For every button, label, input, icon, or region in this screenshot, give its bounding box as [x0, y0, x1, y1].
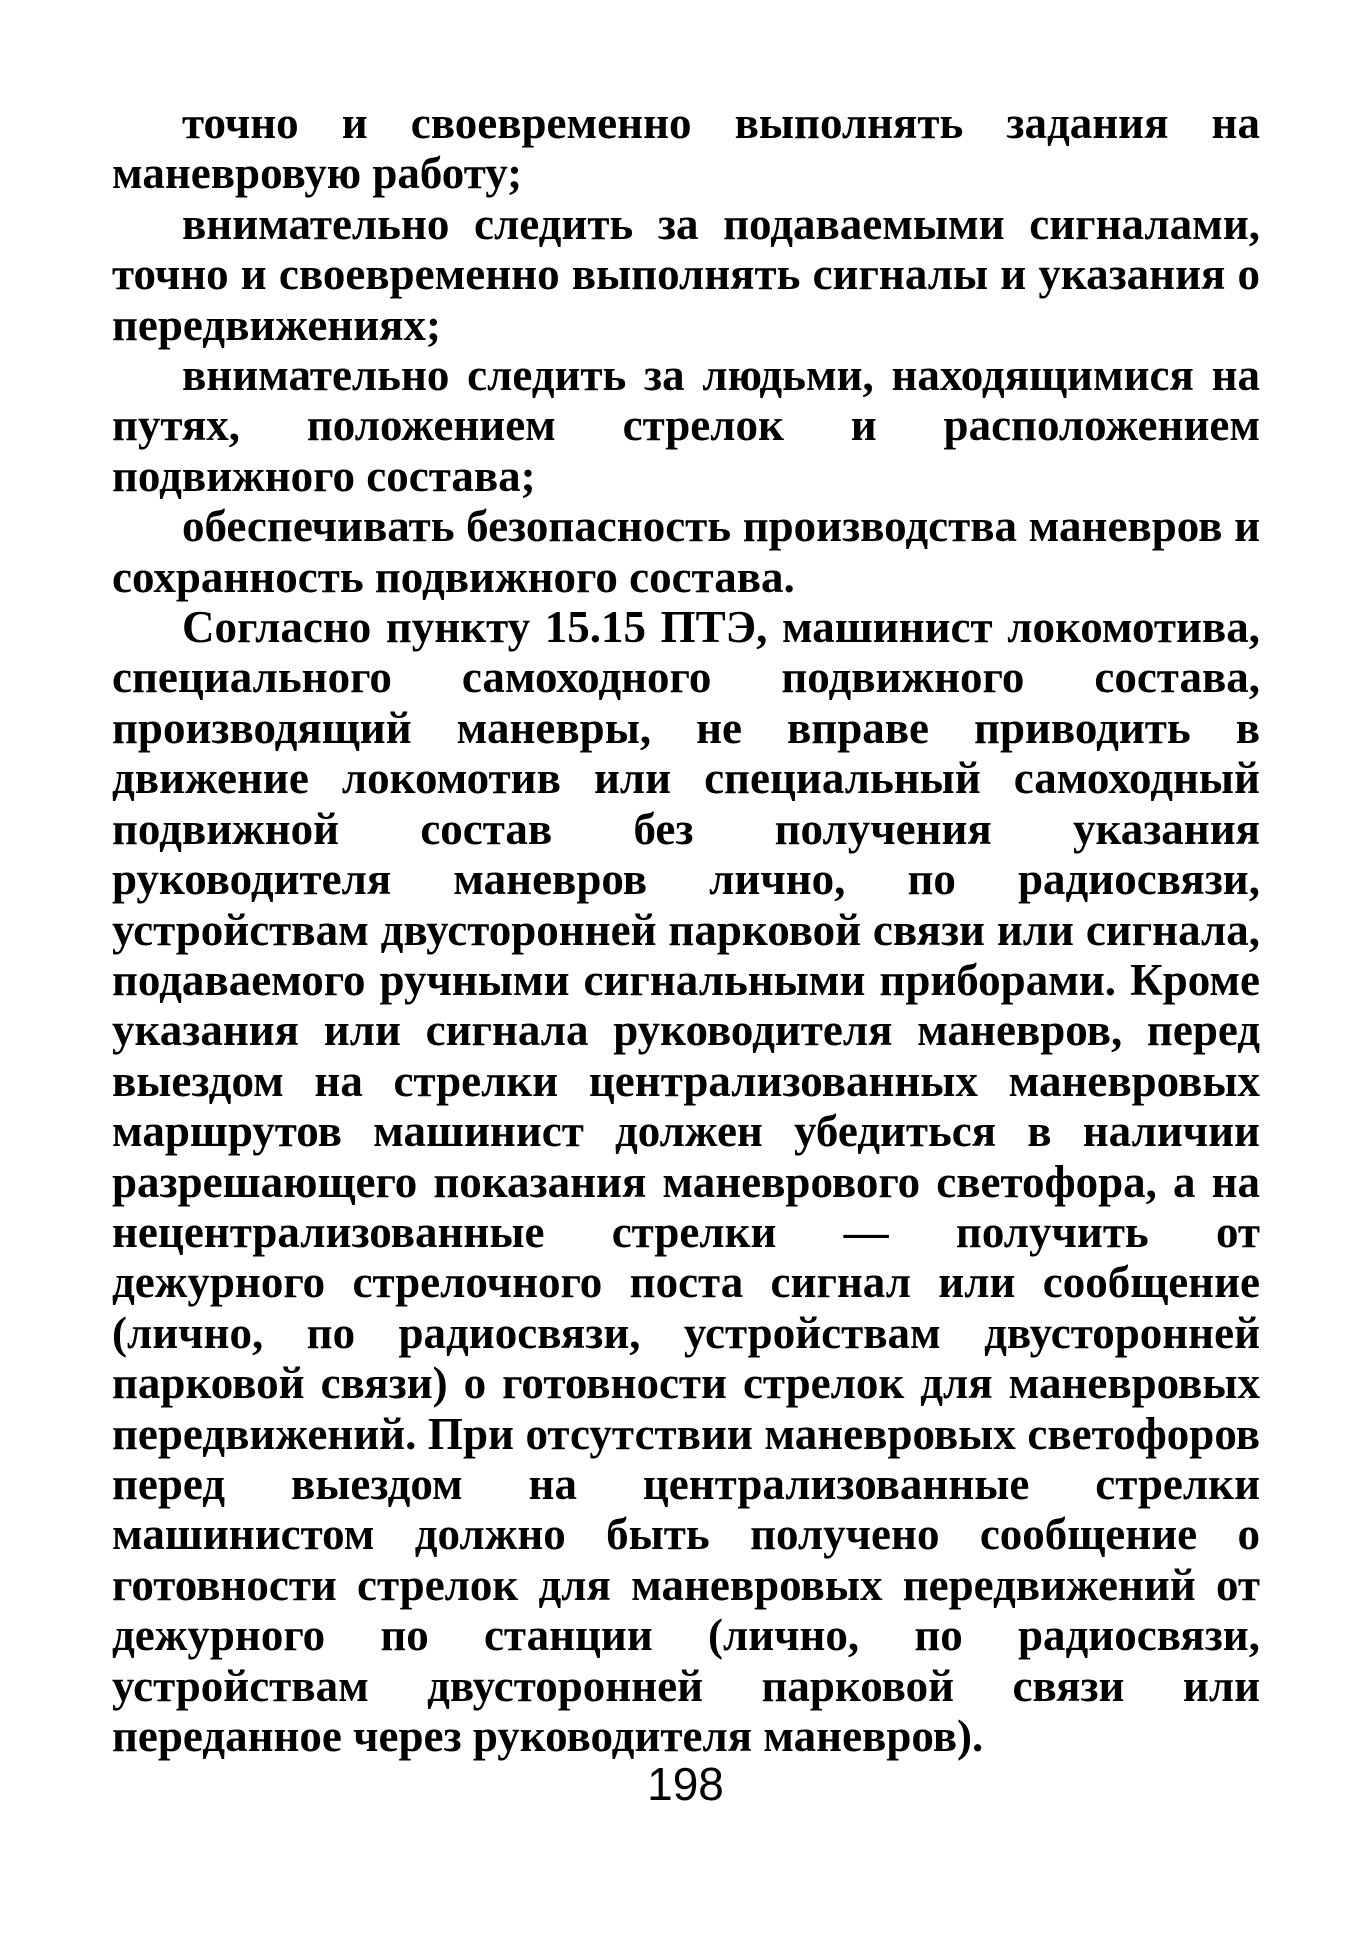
paragraph-pte-15-15: Согласно пункту 15.15 ПТЭ, машинист локомотива, специального самоходного подвижного состава, производящий маневры, не вправе приводить в движение локомотив или специальный самоходный подвижной состав без получения указания руководителя маневров лично, по радиосвязи, устройствам двусторонней парковой связи или сигнала, подаваемого ручными сигнальными приборами. Кроме указания или сигнала руководителя маневров, перед выездом на стрелки централизованных маневровых маршрутов машинист должен убедиться в наличии разрешающего показания маневрового светофора, а на нецентрализованные стрелки — получить от дежурного стрелочного поста сигнал или сообщение (лично, по радиосвязи, устройствам двусторонней парковой связи) о готовности стрелок для маневровых передвижений. При отсутствии маневровых светофоров перед выездом на централизованные стрелки машинистом должно быть получено сообщение о готовности стрелок для маневровых передвижений от дежурного по станции (лично, по радиосвязи, устройствам двусторонней парковой связи или переданное через руководителя маневров).: [112, 602, 1260, 1761]
page-body: [112, 98, 1260, 1761]
page-number: 198: [647, 1758, 724, 1810]
paragraph-task-execution: точно и своевременно выполнять задания на маневровую работу;: [112, 98, 1260, 199]
paragraph-watch-signals: внимательно следить за подаваемыми сигналами, точно и своевременно выполнять сигналы и указания о передвижениях;: [112, 198, 1260, 350]
paragraph-watch-people: внимательно следить за людьми, находящимися на путях, положением стрелок и расположением подвижного состава;: [112, 350, 1260, 501]
paragraph-ensure-safety: обеспечивать безопасность производства маневров и сохранность подвижного состава.: [112, 501, 1260, 602]
